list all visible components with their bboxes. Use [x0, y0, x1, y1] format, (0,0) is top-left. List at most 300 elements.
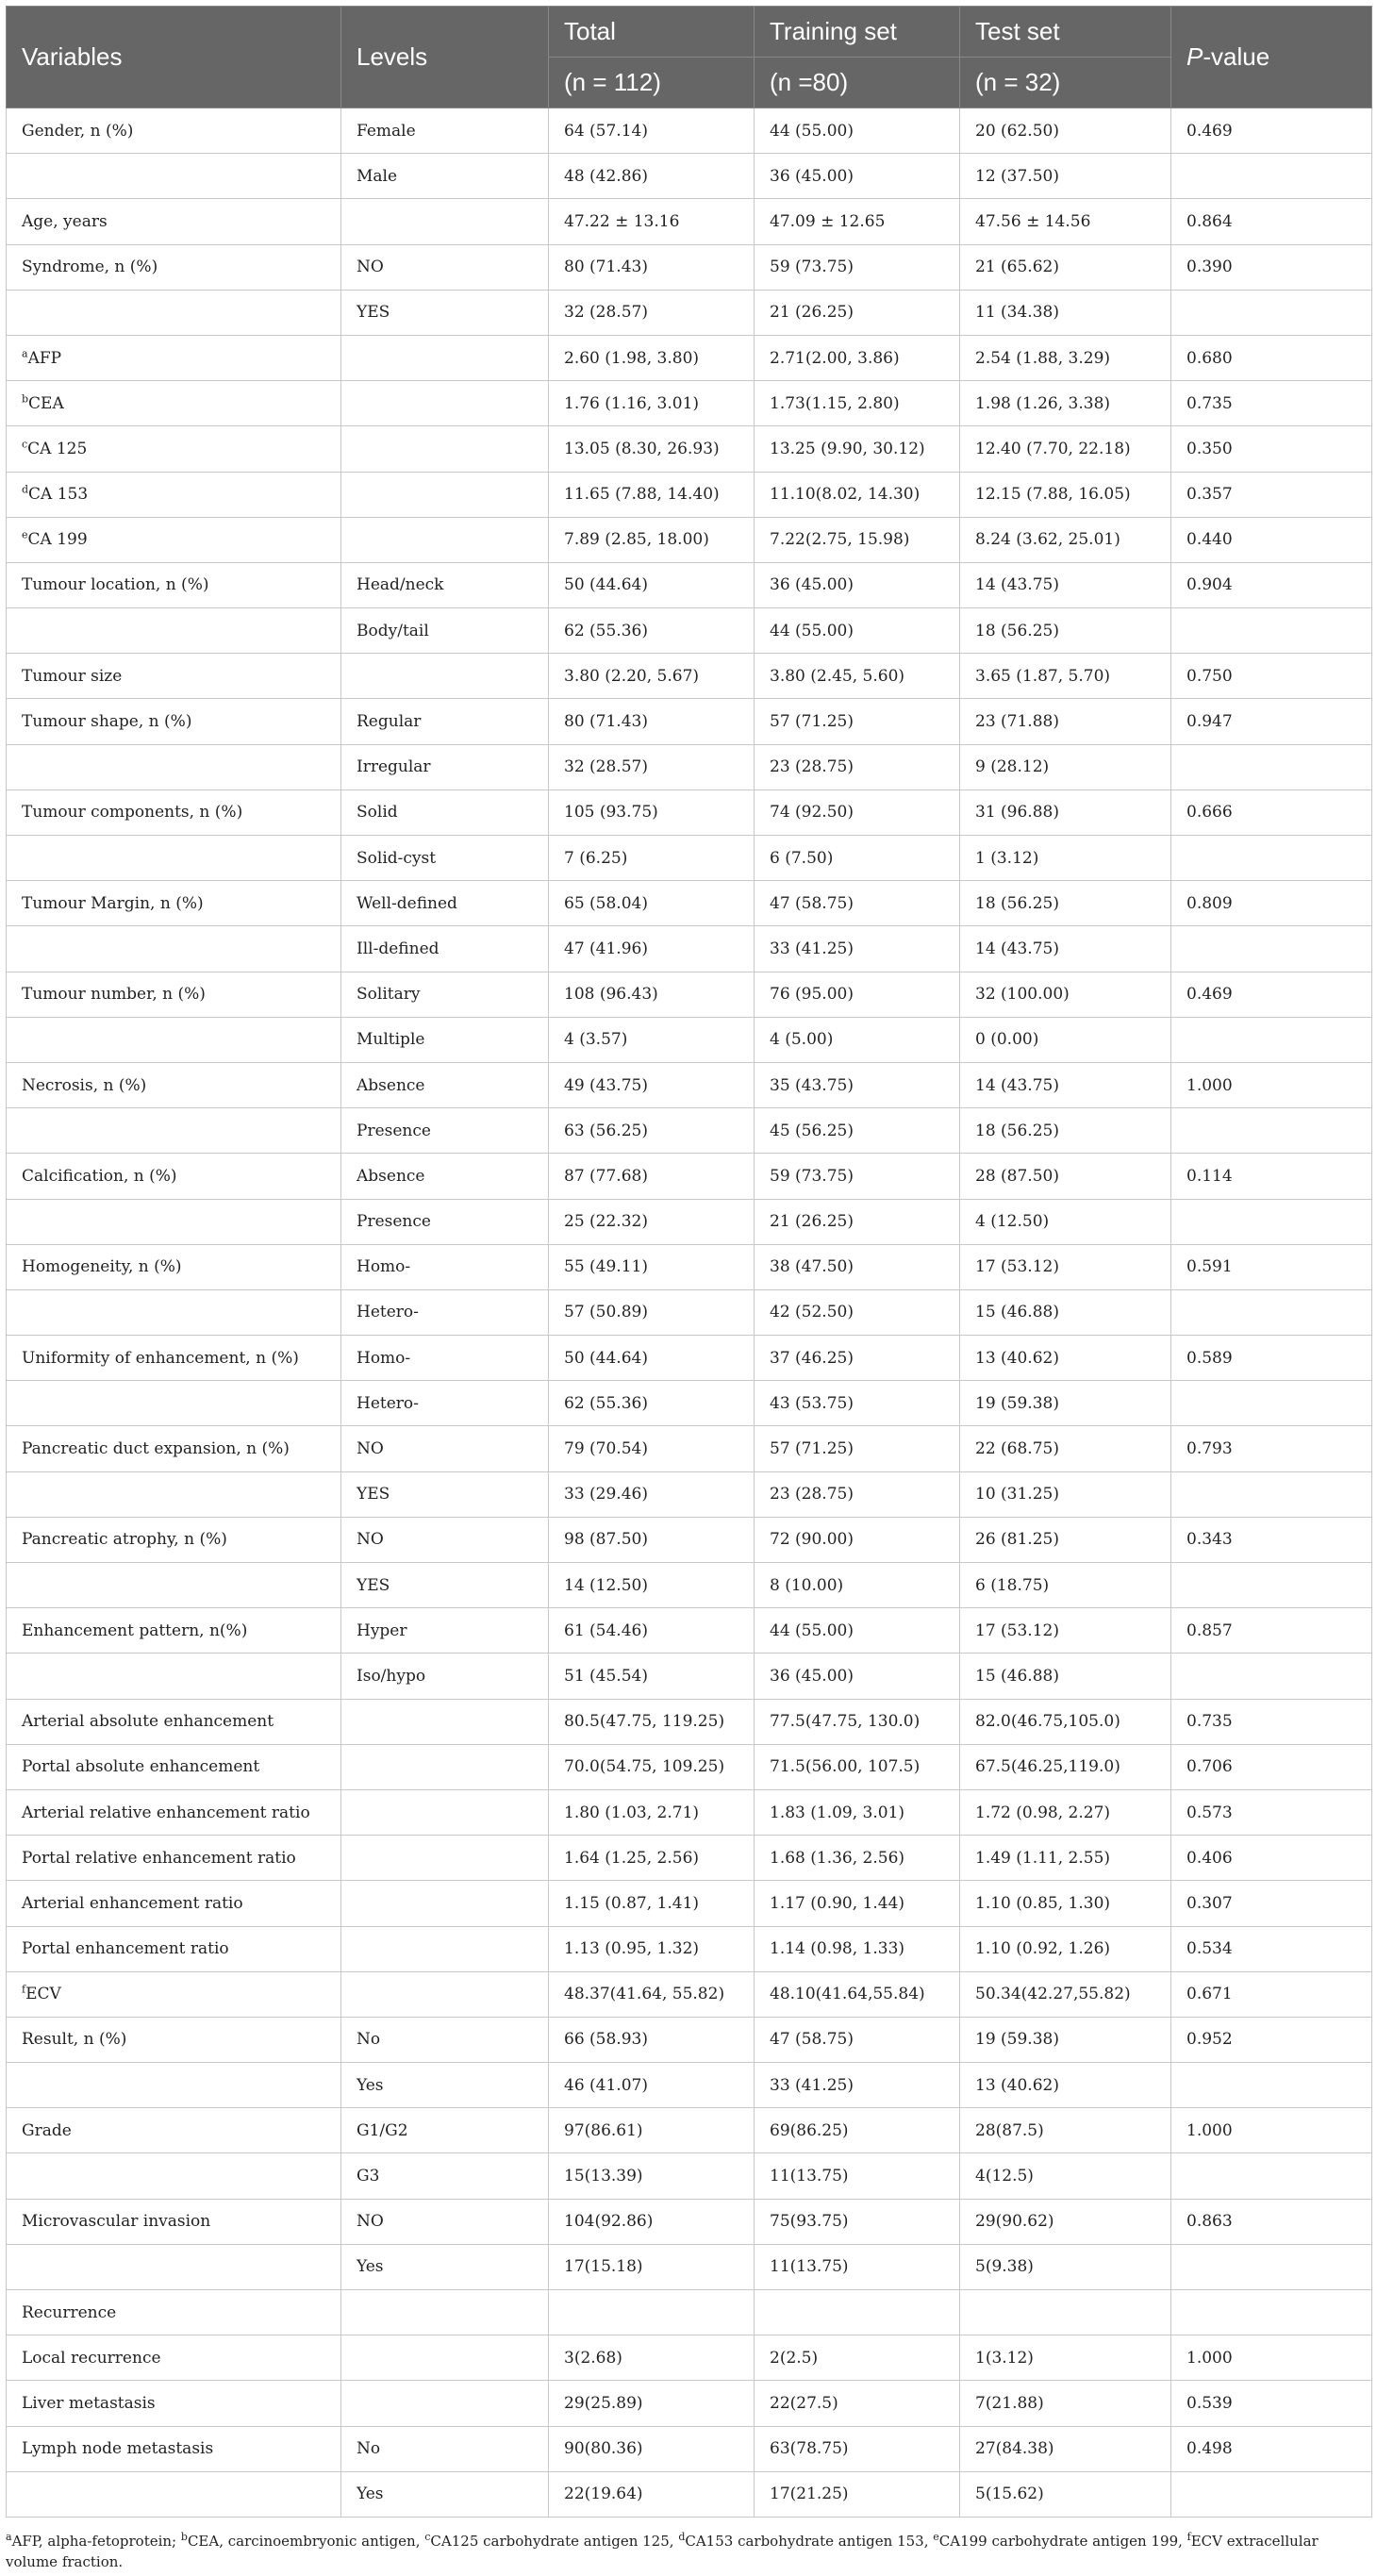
cell-total: 1.80 (1.03, 2.71) [549, 1789, 755, 1835]
cell-test: 1.72 (0.98, 2.27) [960, 1789, 1171, 1835]
cell-variable [7, 1336, 341, 1381]
header-test-n: (n = 32) [960, 58, 1171, 108]
variable-label: Liver metastasis [22, 2393, 156, 2413]
cell-level: Body/tail [341, 608, 549, 654]
cell-variable [7, 426, 341, 472]
cell-level: YES [341, 290, 549, 335]
cell-training: 57 (71.25) [755, 1426, 960, 1471]
cell-p-value [1171, 1381, 1372, 1426]
table-row [7, 381, 1372, 426]
table-row [7, 1289, 1372, 1335]
cell-training: 23 (28.75) [755, 744, 960, 789]
cell-variable [7, 926, 341, 972]
cell-variable [7, 1563, 341, 1608]
cell-variable [7, 2108, 341, 2153]
cell-variable [7, 2153, 341, 2199]
footnote-sup: c [424, 2530, 431, 2543]
cell-p-value [1171, 2290, 1372, 2335]
cell-test: 18 (56.25) [960, 1108, 1171, 1154]
footnote-marker: f [22, 1983, 26, 1996]
variable-label: Tumour components, n (%) [22, 803, 243, 823]
footnote-marker: b [22, 392, 29, 406]
cell-p-value [1171, 2063, 1372, 2108]
table-row [7, 1836, 1372, 1881]
cell-variable [7, 290, 341, 335]
cell-total: 108 (96.43) [549, 972, 755, 1017]
cell-p-value: 0.904 [1171, 562, 1372, 607]
cell-training: 42 (52.50) [755, 1289, 960, 1335]
variable-label: Portal relative enhancement ratio [22, 1848, 296, 1868]
cell-p-value: 0.591 [1171, 1244, 1372, 1289]
cell-test: 21 (65.62) [960, 244, 1171, 290]
cell-training: 48.10(41.64,55.84) [755, 1971, 960, 2017]
cell-training: 13.25 (9.90, 30.12) [755, 426, 960, 472]
cell-test: 9 (28.12) [960, 744, 1171, 789]
cell-p-value [1171, 2471, 1372, 2517]
cell-total: 80.5(47.75, 119.25) [549, 1699, 755, 1744]
cell-variable [7, 1017, 341, 1062]
cell-training: 63(78.75) [755, 2426, 960, 2471]
header-variables: Variables [7, 7, 341, 108]
variable-label: Portal enhancement ratio [22, 1939, 229, 1959]
cell-test: 28(87.5) [960, 2108, 1171, 2153]
cell-total: 13.05 (8.30, 26.93) [549, 426, 755, 472]
cell-p-value: 0.469 [1171, 108, 1372, 154]
cell-p-value: 0.947 [1171, 699, 1372, 744]
variable-label: Tumour Margin, n (%) [22, 893, 204, 913]
table-footnote [6, 2531, 1371, 2572]
cell-variable [7, 154, 341, 199]
cell-p-value [1171, 2244, 1372, 2289]
cell-variable [7, 2381, 341, 2426]
cell-level: Yes [341, 2244, 549, 2289]
variable-label: Grade [22, 2120, 72, 2140]
variable-label: Tumour size [22, 666, 123, 686]
cell-variable [7, 972, 341, 1017]
cell-p-value: 0.735 [1171, 1699, 1372, 1744]
cell-level: Iso/hypo [341, 1654, 549, 1699]
cell-total: 1.64 (1.25, 2.56) [549, 1836, 755, 1881]
cell-training: 45 (56.25) [755, 1108, 960, 1154]
variable-label: ECV [25, 1985, 61, 2004]
table-row [7, 1336, 1372, 1381]
cell-p-value: 0.406 [1171, 1836, 1372, 1881]
cell-training: 2.71(2.00, 3.86) [755, 335, 960, 380]
cell-variable [7, 1971, 341, 2017]
cell-variable [7, 199, 341, 244]
footnote-sup: a [6, 2530, 12, 2543]
table-row [7, 290, 1372, 335]
cell-total: 49 (43.75) [549, 1062, 755, 1107]
table-row [7, 1881, 1372, 1926]
cell-p-value: 0.864 [1171, 199, 1372, 244]
cell-test: 15 (46.88) [960, 1654, 1171, 1699]
cell-p-value: 1.000 [1171, 2108, 1372, 2153]
footnote-marker: d [22, 483, 29, 496]
cell-level: Well-defined [341, 881, 549, 926]
cell-level: YES [341, 1471, 549, 1517]
cell-test: 1 (3.12) [960, 836, 1171, 881]
table-row [7, 608, 1372, 654]
cell-p-value: 0.952 [1171, 2017, 1372, 2062]
cell-variable [7, 472, 341, 517]
cell-total: 63 (56.25) [549, 1108, 755, 1154]
cell-test: 14 (43.75) [960, 1062, 1171, 1107]
cell-training: 77.5(47.75, 130.0) [755, 1699, 960, 1744]
cell-training: 76 (95.00) [755, 972, 960, 1017]
footnote-sup: b [180, 2530, 188, 2543]
cell-p-value [1171, 154, 1372, 199]
cell-total: 57 (50.89) [549, 1289, 755, 1335]
cell-test: 17 (53.12) [960, 1608, 1171, 1654]
cell-p-value: 0.863 [1171, 2199, 1372, 2244]
cell-total: 14 (12.50) [549, 1563, 755, 1608]
table-header [7, 7, 1372, 108]
cell-total: 90(80.36) [549, 2426, 755, 2471]
cell-variable [7, 1517, 341, 1562]
table-row [7, 1108, 1372, 1154]
cell-p-value [1171, 744, 1372, 789]
cell-p-value: 0.114 [1171, 1154, 1372, 1199]
cell-test: 31 (96.88) [960, 789, 1171, 835]
cell-variable [7, 1744, 341, 1789]
cell-p-value [1171, 1471, 1372, 1517]
variable-label: Arterial relative enhancement ratio [22, 1803, 310, 1822]
cell-training: 21 (26.25) [755, 1199, 960, 1244]
cell-level [341, 472, 549, 517]
variable-label: Tumour location, n (%) [22, 575, 209, 595]
footnote-sup: e [933, 2530, 939, 2543]
cell-training: 44 (55.00) [755, 1608, 960, 1654]
cell-level: NO [341, 1517, 549, 1562]
cell-total: 4 (3.57) [549, 1017, 755, 1062]
variable-label: CA 153 [28, 485, 89, 505]
cell-test: 82.0(46.75,105.0) [960, 1699, 1171, 1744]
cell-test: 26 (81.25) [960, 1517, 1171, 1562]
cell-test: 8.24 (3.62, 25.01) [960, 517, 1171, 562]
variable-label: Lymph node metastasis [22, 2439, 214, 2459]
cell-total: 46 (41.07) [549, 2063, 755, 2108]
cell-test: 4 (12.50) [960, 1199, 1171, 1244]
cell-p-value: 0.350 [1171, 426, 1372, 472]
cell-p-value: 1.000 [1171, 2335, 1372, 2381]
footnote-sup: f [1186, 2530, 1191, 2543]
cell-level: NO [341, 1426, 549, 1471]
cell-variable [7, 1199, 341, 1244]
cell-level [341, 1744, 549, 1789]
variable-label: Pancreatic duct expansion, n (%) [22, 1439, 290, 1459]
footnote-text: CA153 carbohydrate antigen 153, [685, 2532, 934, 2550]
cell-variable [7, 2063, 341, 2108]
cell-total: 33 (29.46) [549, 1471, 755, 1517]
cell-p-value [1171, 836, 1372, 881]
cell-p-value: 0.498 [1171, 2426, 1372, 2471]
cell-training: 4 (5.00) [755, 1017, 960, 1062]
cell-level: Yes [341, 2471, 549, 2517]
cell-training: 44 (55.00) [755, 608, 960, 654]
cell-total: 47.22 ± 13.16 [549, 199, 755, 244]
cell-variable [7, 517, 341, 562]
variable-label: Recurrence [22, 2302, 117, 2322]
cell-level: G3 [341, 2153, 549, 2199]
cell-training: 57 (71.25) [755, 699, 960, 744]
table-body [7, 108, 1372, 2518]
cell-level: Male [341, 154, 549, 199]
cell-training: 33 (41.25) [755, 2063, 960, 2108]
variable-label: Age, years [22, 211, 108, 231]
cell-total: 64 (57.14) [549, 108, 755, 154]
header-p-value [1171, 7, 1372, 108]
cell-total: 48 (42.86) [549, 154, 755, 199]
cell-level: Absence [341, 1154, 549, 1199]
table-row [7, 1199, 1372, 1244]
cell-test: 14 (43.75) [960, 562, 1171, 607]
cell-test: 5(9.38) [960, 2244, 1171, 2289]
cell-test: 29(90.62) [960, 2199, 1171, 2244]
cell-training: 21 (26.25) [755, 290, 960, 335]
variable-label: Gender, n (%) [22, 121, 134, 141]
cell-p-value: 0.809 [1171, 881, 1372, 926]
cell-total: 55 (49.11) [549, 1244, 755, 1289]
cell-training: 43 (53.75) [755, 1381, 960, 1426]
table-row [7, 1381, 1372, 1426]
variable-label: Arterial absolute enhancement [22, 1712, 274, 1732]
cell-test [960, 2290, 1171, 2335]
cell-total: 1.76 (1.16, 3.01) [549, 381, 755, 426]
cell-total: 62 (55.36) [549, 608, 755, 654]
table-row [7, 1426, 1372, 1471]
cell-training: 6 (7.50) [755, 836, 960, 881]
table-row [7, 2244, 1372, 2289]
cell-test: 19 (59.38) [960, 1381, 1171, 1426]
variable-label: Tumour number, n (%) [22, 985, 206, 1005]
cell-total [549, 2290, 755, 2335]
cell-variable [7, 836, 341, 881]
footnote-marker: e [22, 528, 28, 541]
cell-training: 75(93.75) [755, 2199, 960, 2244]
cell-training: 71.5(56.00, 107.5) [755, 1744, 960, 1789]
variable-label: Microvascular invasion [22, 2212, 211, 2232]
cell-variable [7, 1926, 341, 1971]
header-levels: Levels [341, 7, 549, 108]
cell-total: 15(13.39) [549, 2153, 755, 2199]
variable-label: CA 125 [27, 439, 88, 458]
table-row [7, 2381, 1372, 2426]
cell-p-value: 0.671 [1171, 1971, 1372, 2017]
cell-training: 23 (28.75) [755, 1471, 960, 1517]
cell-variable [7, 1654, 341, 1699]
header-p-rest: -value [1203, 42, 1270, 71]
cell-training: 59 (73.75) [755, 1154, 960, 1199]
cell-total: 70.0(54.75, 109.25) [549, 1744, 755, 1789]
variable-label: Pancreatic atrophy, n (%) [22, 1530, 227, 1550]
table-row [7, 108, 1372, 154]
cell-test: 0 (0.00) [960, 1017, 1171, 1062]
cell-training: 36 (45.00) [755, 1654, 960, 1699]
table-row [7, 2017, 1372, 2062]
table-row [7, 426, 1372, 472]
cell-level: Solitary [341, 972, 549, 1017]
cell-total: 50 (44.64) [549, 1336, 755, 1381]
cell-level: Presence [341, 1199, 549, 1244]
cell-p-value: 0.857 [1171, 1608, 1372, 1654]
cell-variable [7, 2471, 341, 2517]
cell-p-value [1171, 1199, 1372, 1244]
header-p-italic: P [1186, 42, 1203, 71]
cell-variable [7, 881, 341, 926]
table-row [7, 2153, 1372, 2199]
table-row [7, 1789, 1372, 1835]
table-row [7, 926, 1372, 972]
cell-total: 50 (44.64) [549, 562, 755, 607]
cell-variable [7, 1154, 341, 1199]
cell-level: Irregular [341, 744, 549, 789]
cell-level [341, 335, 549, 380]
cell-variable [7, 1608, 341, 1654]
cell-test: 13 (40.62) [960, 1336, 1171, 1381]
footnote-text: AFP, alpha-fetoprotein; [11, 2532, 181, 2550]
cell-test: 5(15.62) [960, 2471, 1171, 2517]
cell-variable [7, 2335, 341, 2381]
footnote-text: CEA, carcinoembryonic antigen, [187, 2532, 425, 2550]
cell-test: 3.65 (1.87, 5.70) [960, 654, 1171, 699]
cell-variable [7, 2244, 341, 2289]
cell-variable [7, 1244, 341, 1289]
cell-level: Homo- [341, 1336, 549, 1381]
table-row [7, 562, 1372, 607]
table-row [7, 699, 1372, 744]
cell-total: 79 (70.54) [549, 1426, 755, 1471]
cell-training: 36 (45.00) [755, 154, 960, 199]
footnote-sup: d [678, 2530, 686, 2543]
cell-test: 18 (56.25) [960, 608, 1171, 654]
header-total: Total [549, 7, 755, 58]
cell-variable [7, 244, 341, 290]
cell-variable [7, 1381, 341, 1426]
cell-test: 1.10 (0.92, 1.26) [960, 1926, 1171, 1971]
table-row [7, 881, 1372, 926]
table-row [7, 2199, 1372, 2244]
cell-training: 36 (45.00) [755, 562, 960, 607]
cell-test: 12.40 (7.70, 22.18) [960, 426, 1171, 472]
cell-test: 19 (59.38) [960, 2017, 1171, 2062]
cell-total: 25 (22.32) [549, 1199, 755, 1244]
cell-test: 13 (40.62) [960, 2063, 1171, 2108]
cell-test: 23 (71.88) [960, 699, 1171, 744]
table-row [7, 1608, 1372, 1654]
cell-variable [7, 699, 341, 744]
cell-total: 3(2.68) [549, 2335, 755, 2381]
cell-level [341, 199, 549, 244]
table-row [7, 1563, 1372, 1608]
cell-level [341, 381, 549, 426]
cell-test: 67.5(46.25,119.0) [960, 1744, 1171, 1789]
cell-training: 47.09 ± 12.65 [755, 199, 960, 244]
table-row [7, 1244, 1372, 1289]
cell-level [341, 2381, 549, 2426]
cell-variable [7, 1471, 341, 1517]
cell-p-value: 0.589 [1171, 1336, 1372, 1381]
footnote-text: CA125 carbohydrate antigen 125, [430, 2532, 679, 2550]
cell-test: 1.10 (0.85, 1.30) [960, 1881, 1171, 1926]
variable-label: CEA [28, 393, 64, 413]
cell-level: Presence [341, 1108, 549, 1154]
cell-p-value [1171, 1108, 1372, 1154]
cell-training: 1.83 (1.09, 3.01) [755, 1789, 960, 1835]
cell-variable [7, 1836, 341, 1881]
cell-level: Regular [341, 699, 549, 744]
cell-p-value [1171, 1563, 1372, 1608]
cell-p-value [1171, 1289, 1372, 1335]
cell-p-value [1171, 926, 1372, 972]
cell-level: Solid-cyst [341, 836, 549, 881]
cell-p-value: 0.793 [1171, 1426, 1372, 1471]
cell-total: 29(25.89) [549, 2381, 755, 2426]
table-row [7, 2108, 1372, 2153]
cell-total: 32 (28.57) [549, 290, 755, 335]
table-row [7, 1471, 1372, 1517]
variable-label: Enhancement pattern, n(%) [22, 1620, 248, 1640]
cell-p-value [1171, 2153, 1372, 2199]
table-row [7, 789, 1372, 835]
cell-variable [7, 381, 341, 426]
cell-level [341, 1699, 549, 1744]
cell-total: 17(15.18) [549, 2244, 755, 2289]
cell-test: 22 (68.75) [960, 1426, 1171, 1471]
cell-level [341, 1971, 549, 2017]
table-row [7, 654, 1372, 699]
cell-training: 37 (46.25) [755, 1336, 960, 1381]
variable-label: Result, n (%) [22, 2030, 127, 2050]
cell-training: 38 (47.50) [755, 1244, 960, 1289]
variable-label: Calcification, n (%) [22, 1166, 177, 1186]
variable-label: Local recurrence [22, 2348, 161, 2368]
cell-variable [7, 1289, 341, 1335]
cell-test: 1.49 (1.11, 2.55) [960, 1836, 1171, 1881]
cell-training: 1.68 (1.36, 2.56) [755, 1836, 960, 1881]
cell-training: 22(27.5) [755, 2381, 960, 2426]
cell-total: 3.80 (2.20, 5.67) [549, 654, 755, 699]
cell-test: 12 (37.50) [960, 154, 1171, 199]
footnote-marker: a [22, 346, 28, 359]
table-row [7, 2290, 1372, 2335]
cell-test: 4(12.5) [960, 2153, 1171, 2199]
cell-variable [7, 1108, 341, 1154]
cell-p-value: 0.666 [1171, 789, 1372, 835]
table-row [7, 1062, 1372, 1107]
cell-variable [7, 2017, 341, 2062]
cell-level: Solid [341, 789, 549, 835]
cell-total: 98 (87.50) [549, 1517, 755, 1562]
cell-test: 47.56 ± 14.56 [960, 199, 1171, 244]
cell-test: 12.15 (7.88, 16.05) [960, 472, 1171, 517]
cell-level [341, 2290, 549, 2335]
cell-level: No [341, 2017, 549, 2062]
cell-training: 69(86.25) [755, 2108, 960, 2153]
cell-variable [7, 1789, 341, 1835]
cell-variable [7, 2199, 341, 2244]
cell-variable [7, 1881, 341, 1926]
table-row [7, 517, 1372, 562]
cell-training: 1.73(1.15, 2.80) [755, 381, 960, 426]
footnote-text: CA199 carbohydrate antigen 199, [938, 2532, 1187, 2550]
cell-total: 80 (71.43) [549, 244, 755, 290]
cell-p-value [1171, 608, 1372, 654]
cell-training: 35 (43.75) [755, 1062, 960, 1107]
table-row [7, 1971, 1372, 2017]
cell-variable [7, 1426, 341, 1471]
variable-label: Homogeneity, n (%) [22, 1257, 182, 1277]
